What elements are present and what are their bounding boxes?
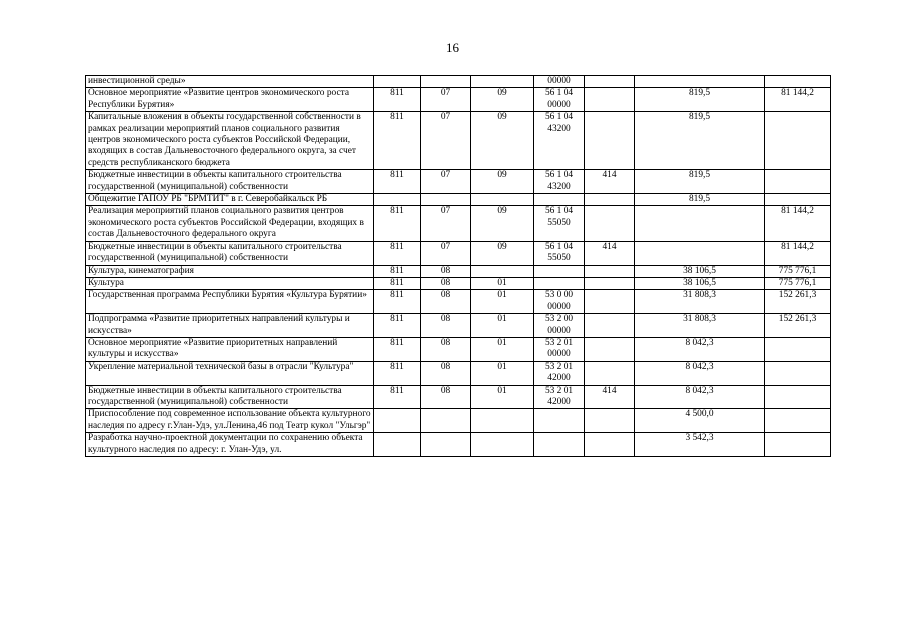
section-code-cell: 08 [421, 290, 471, 314]
table-row [86, 194, 831, 206]
item-name-cell: Капитальные вложения в объекты государственной собственности в рамках реализации мероприятий планов социального развития центров экономического роста субъектов Российской Федерации, входящих в состав Дальневосточного федерального округа, за счет средств республиканского бюджета [86, 112, 374, 170]
department-code-cell [374, 76, 421, 88]
item-name-cell: Бюджетные инвестиции в объекты капитального строительства государственной (муниципальной) собственности [86, 241, 374, 265]
amount-1-cell [635, 241, 765, 265]
section-code-cell: 07 [421, 170, 471, 194]
table-row [86, 385, 831, 409]
item-name-cell: Подпрограмма «Развитие приоритетных направлений культуры и искусства» [86, 314, 374, 338]
amount-2-cell [765, 361, 831, 385]
amount-1-cell: 38 106,5 [635, 265, 765, 277]
expense-type-cell: 414 [585, 241, 635, 265]
amount-2-cell: 81 144,2 [765, 206, 831, 241]
amount-1-cell: 31 808,3 [635, 314, 765, 338]
target-article-cell: 56 1 04 00000 [534, 88, 585, 112]
target-article-cell: 56 1 04 43200 [534, 112, 585, 170]
amount-2-cell: 775 776,1 [765, 265, 831, 277]
target-article-cell: 53 2 00 00000 [534, 314, 585, 338]
section-code-cell: 07 [421, 206, 471, 241]
department-code-cell: 811 [374, 265, 421, 277]
target-article-cell: 56 1 04 55050 [534, 206, 585, 241]
item-name-cell: Культура [86, 277, 374, 289]
department-code-cell: 811 [374, 241, 421, 265]
section-code-cell: 07 [421, 88, 471, 112]
section-code-cell: 08 [421, 314, 471, 338]
amount-2-cell: 81 144,2 [765, 88, 831, 112]
amount-2-cell: 152 261,3 [765, 314, 831, 338]
amount-1-cell: 8 042,3 [635, 385, 765, 409]
expense-type-cell [585, 88, 635, 112]
section-code-cell [421, 433, 471, 457]
department-code-cell: 811 [374, 170, 421, 194]
item-name-cell: Бюджетные инвестиции в объекты капитального строительства государственной (муниципальной) собственности [86, 170, 374, 194]
subsection-code-cell: 09 [471, 206, 534, 241]
section-code-cell: 08 [421, 385, 471, 409]
subsection-code-cell [471, 265, 534, 277]
item-name-cell: Культура, кинематография [86, 265, 374, 277]
expense-type-cell [585, 314, 635, 338]
amount-1-cell: 4 500,0 [635, 409, 765, 433]
section-code-cell: 07 [421, 241, 471, 265]
subsection-code-cell: 09 [471, 88, 534, 112]
amount-2-cell [765, 337, 831, 361]
target-article-cell [534, 433, 585, 457]
item-name-cell: Бюджетные инвестиции в объекты капитального строительства государственной (муниципальной) собственности [86, 385, 374, 409]
table-row [86, 337, 831, 361]
amount-2-cell [765, 409, 831, 433]
target-article-cell: 53 2 01 42000 [534, 385, 585, 409]
subsection-code-cell: 01 [471, 337, 534, 361]
subsection-code-cell: 01 [471, 277, 534, 289]
department-code-cell: 811 [374, 290, 421, 314]
target-article-cell [534, 277, 585, 289]
amount-2-cell [765, 76, 831, 88]
amount-2-cell [765, 433, 831, 457]
expense-type-cell [585, 409, 635, 433]
section-code-cell: 07 [421, 112, 471, 170]
department-code-cell: 811 [374, 337, 421, 361]
table-row [86, 76, 831, 88]
subsection-code-cell: 09 [471, 112, 534, 170]
item-name-cell: Основное мероприятие «Развитие центров экономического роста Республики Бурятия» [86, 88, 374, 112]
amount-2-cell [765, 170, 831, 194]
subsection-code-cell: 01 [471, 290, 534, 314]
section-code-cell: 08 [421, 361, 471, 385]
table-row [86, 277, 831, 289]
section-code-cell: 08 [421, 337, 471, 361]
item-name-cell: Разработка научно-проектной документации по сохранению объекта культурного наследия по адресу: г. Улан-Удэ, ул. [86, 433, 374, 457]
table-row [86, 88, 831, 112]
table-row [86, 206, 831, 241]
amount-2-cell [765, 385, 831, 409]
expense-type-cell [585, 337, 635, 361]
target-article-cell: 53 2 01 00000 [534, 337, 585, 361]
amount-2-cell [765, 194, 831, 206]
target-article-cell: 53 2 01 42000 [534, 361, 585, 385]
budget-table [85, 75, 831, 457]
department-code-cell [374, 433, 421, 457]
subsection-code-cell: 09 [471, 170, 534, 194]
expense-type-cell [585, 194, 635, 206]
target-article-cell: 00000 [534, 76, 585, 88]
table-row [86, 170, 831, 194]
item-name-cell: Реализация мероприятий планов социального развития центров экономического роста субъектов Российской Федерации, входящих в состав Дальневосточного федерального округа [86, 206, 374, 241]
section-code-cell [421, 76, 471, 88]
target-article-cell: 56 1 04 43200 [534, 170, 585, 194]
table-row [86, 290, 831, 314]
item-name-cell: Государственная программа Республики Бурятия «Культура Бурятии» [86, 290, 374, 314]
subsection-code-cell [471, 409, 534, 433]
section-code-cell [421, 409, 471, 433]
department-code-cell: 811 [374, 277, 421, 289]
amount-1-cell: 819,5 [635, 112, 765, 170]
subsection-code-cell: 01 [471, 361, 534, 385]
department-code-cell: 811 [374, 361, 421, 385]
subsection-code-cell: 01 [471, 385, 534, 409]
amount-1-cell [635, 76, 765, 88]
department-code-cell: 811 [374, 385, 421, 409]
amount-1-cell: 819,5 [635, 194, 765, 206]
amount-1-cell: 31 808,3 [635, 290, 765, 314]
target-article-cell [534, 265, 585, 277]
subsection-code-cell [471, 76, 534, 88]
amount-1-cell: 3 542,3 [635, 433, 765, 457]
item-name-cell: инвестиционной среды» [86, 76, 374, 88]
department-code-cell: 811 [374, 206, 421, 241]
expense-type-cell [585, 433, 635, 457]
section-code-cell: 08 [421, 265, 471, 277]
table-row [86, 314, 831, 338]
section-code-cell [421, 194, 471, 206]
target-article-cell: 53 0 00 00000 [534, 290, 585, 314]
amount-2-cell: 81 144,2 [765, 241, 831, 265]
target-article-cell: 56 1 04 55050 [534, 241, 585, 265]
amount-1-cell: 819,5 [635, 170, 765, 194]
item-name-cell: Основное мероприятие «Развитие приоритетных направлений культуры и искусства» [86, 337, 374, 361]
amount-2-cell [765, 112, 831, 170]
department-code-cell [374, 409, 421, 433]
amount-1-cell: 819,5 [635, 88, 765, 112]
table-row [86, 409, 831, 433]
expense-type-cell [585, 112, 635, 170]
expense-type-cell [585, 277, 635, 289]
table-row [86, 433, 831, 457]
subsection-code-cell: 09 [471, 241, 534, 265]
amount-2-cell: 152 261,3 [765, 290, 831, 314]
table-row [86, 265, 831, 277]
department-code-cell: 811 [374, 112, 421, 170]
target-article-cell [534, 194, 585, 206]
target-article-cell [534, 409, 585, 433]
item-name-cell: Укрепление материальной технической базы в отрасли "Культура" [86, 361, 374, 385]
subsection-code-cell: 01 [471, 314, 534, 338]
subsection-code-cell [471, 194, 534, 206]
expense-type-cell [585, 206, 635, 241]
table-row [86, 241, 831, 265]
amount-1-cell: 8 042,3 [635, 361, 765, 385]
amount-1-cell: 8 042,3 [635, 337, 765, 361]
table-row [86, 112, 831, 170]
item-name-cell: Приспособление под современное использование объекта культурного наследия по адресу г.Улан-Удэ, ул.Ленина,46 под Театр кукол "Ульгэр" [86, 409, 374, 433]
page-number: 16 [446, 40, 459, 55]
subsection-code-cell [471, 433, 534, 457]
expense-type-cell: 414 [585, 385, 635, 409]
expense-type-cell [585, 76, 635, 88]
amount-1-cell [635, 206, 765, 241]
department-code-cell: 811 [374, 88, 421, 112]
section-code-cell: 08 [421, 277, 471, 289]
department-code-cell [374, 194, 421, 206]
table-row [86, 361, 831, 385]
amount-2-cell: 775 776,1 [765, 277, 831, 289]
item-name-cell: Общежитие ГАПОУ РБ "БРМТИТ" в г. Северобайкальск РБ [86, 194, 374, 206]
department-code-cell: 811 [374, 314, 421, 338]
amount-1-cell: 38 106,5 [635, 277, 765, 289]
expense-type-cell: 414 [585, 170, 635, 194]
expense-type-cell [585, 265, 635, 277]
expense-type-cell [585, 361, 635, 385]
expense-type-cell [585, 290, 635, 314]
